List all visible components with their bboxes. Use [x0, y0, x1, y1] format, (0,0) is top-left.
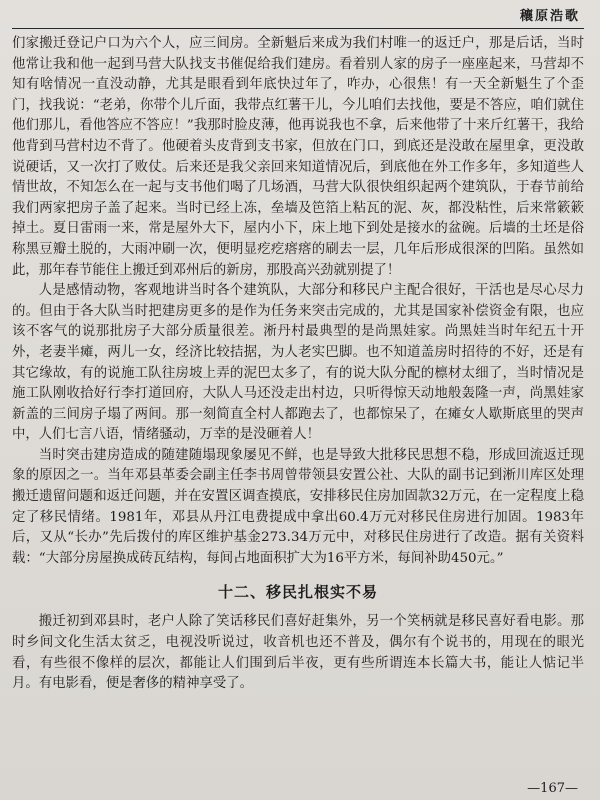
page-number: —167— — [527, 781, 578, 796]
paragraph: 人是感情动物，客观地讲当时各个建筑队，大部分和移民户主配合很好，干活也是尽心尽力的。但由于各大队当时把建房更多的是作为任务来突击完成的，尤其是国家补偿资金有限，也应该不客气的说那批房子大部分质量很差。淅丹村最典型的是尚黑娃家。尚黑娃当时年纪五十开外，老妻半瘫，两儿一女，经济比较拮据，为人老实巴脚。也不知道盖房时招待的不好，还是有其它缘故，有的说施工队往房坡上弄的泥巴太多了，有的说大队分配的檩材太细了，当时情况是施工队刚收拾好行李打道回府，大队人马还没走出村边，只听得惊天动地般轰隆一声，尚黑娃家新盖的三间房子塌了两间。那一刻简直全村人都跑去了，也都惊呆了，在瘫女人歇斯底里的哭声中，人们七言八语，情绪骚动，万幸的是没砸着人！ — [12, 283, 584, 443]
running-header — [12, 0, 584, 29]
paragraph: 搬迁初到邓县时，老户人除了笑话移民们喜好赶集外，另一个笑柄就是移民喜好看电影。那时乡间文化生活太贫乏，电视没听说过，收音机也还不普及，偶尔有个说书的，用现在的眼光看，有些很不像样的层次，都能让人们围到后半夜，更有些所谓连本长篇大书，能让人惦记半月。有电影看，便是奢侈的精神享受了。 — [12, 614, 584, 692]
page-body — [12, 29, 584, 695]
paragraph: 当时突击建房造成的随建随塌现象屡见不鲜，也是导致大批移民思想不稳，形成回流返迁现象的原因之一。当年邓县革委会副主任李书周曾带领县安置公社、大队的副书记到淅川库区处理搬迁遗留问题和返迁问题，并在安置区调查摸底，安排移民住房加固款32万元，在一定程度上稳定了移民情绪。1981年，邓县从丹江电费提成中拿出60.4万元对移民住房进行加固。1983年后，又从“长办”先后拨付的库区维护基金273.34万元中，对移民住房进行了改造。据有关资料载：“大部分房屋换成砖瓦结构，每间占地面积扩大为16平方米，每间补助450元。” — [12, 447, 584, 566]
paragraph: 们家搬迁登记户口为六个人，应三间房。全新魁后来成为我们村唯一的返迁户，那是后话，当时他常让我和他一起到马营大队找支书催促给我们建房。看着别人家的房子一座座起来，马营却不知有啥情况一直没动静，尤其是眼看到年底快过年了，咋办，心很焦！有一天全新魁生了个歪门，找我说：“老弟，你带个儿斤面，我带点红薯干儿，今儿咱们去找他，要是不答应，咱们就住他们那儿，看他答应不答应！”我那时脸皮薄，他再说我也不拿，后来他带了十来斤红薯干，我给他背到马营村边不背了。他硬着头皮背到支书家，但放在门口，到底还是没敢在屋里拿，更没敢说硬话，又一次打了败仗。后来还是我父亲回来知道情况后，到底他在外工作多年，多知道些人情世故，不知怎么在一起与支书他们喝了几场酒，马营大队很快组织起两个建筑队，于春节前给我们两家把房子盖了起来。当时已经上冻，垒墙及笆箔上粘瓦的泥、灰，都没粘性，后来常簌簌掉土。夏日雷雨一来，常是屋外大下，屋内小下，床上地下到处是接水的盆碗。后墙的土坯是俗称黑豆瓣土脱的，大雨冲刷一次，便明显疙疙瘩瘩的刷去一层，几年后形成很深的凹陷。虽然如此，那年春节能住上搬迁到邓州后的新房，那股高兴劲就别提了！ — [12, 36, 584, 278]
book-title: 穰原浩歌 — [519, 8, 580, 24]
section-heading: 十二、移民扎根实不易 — [217, 583, 378, 602]
